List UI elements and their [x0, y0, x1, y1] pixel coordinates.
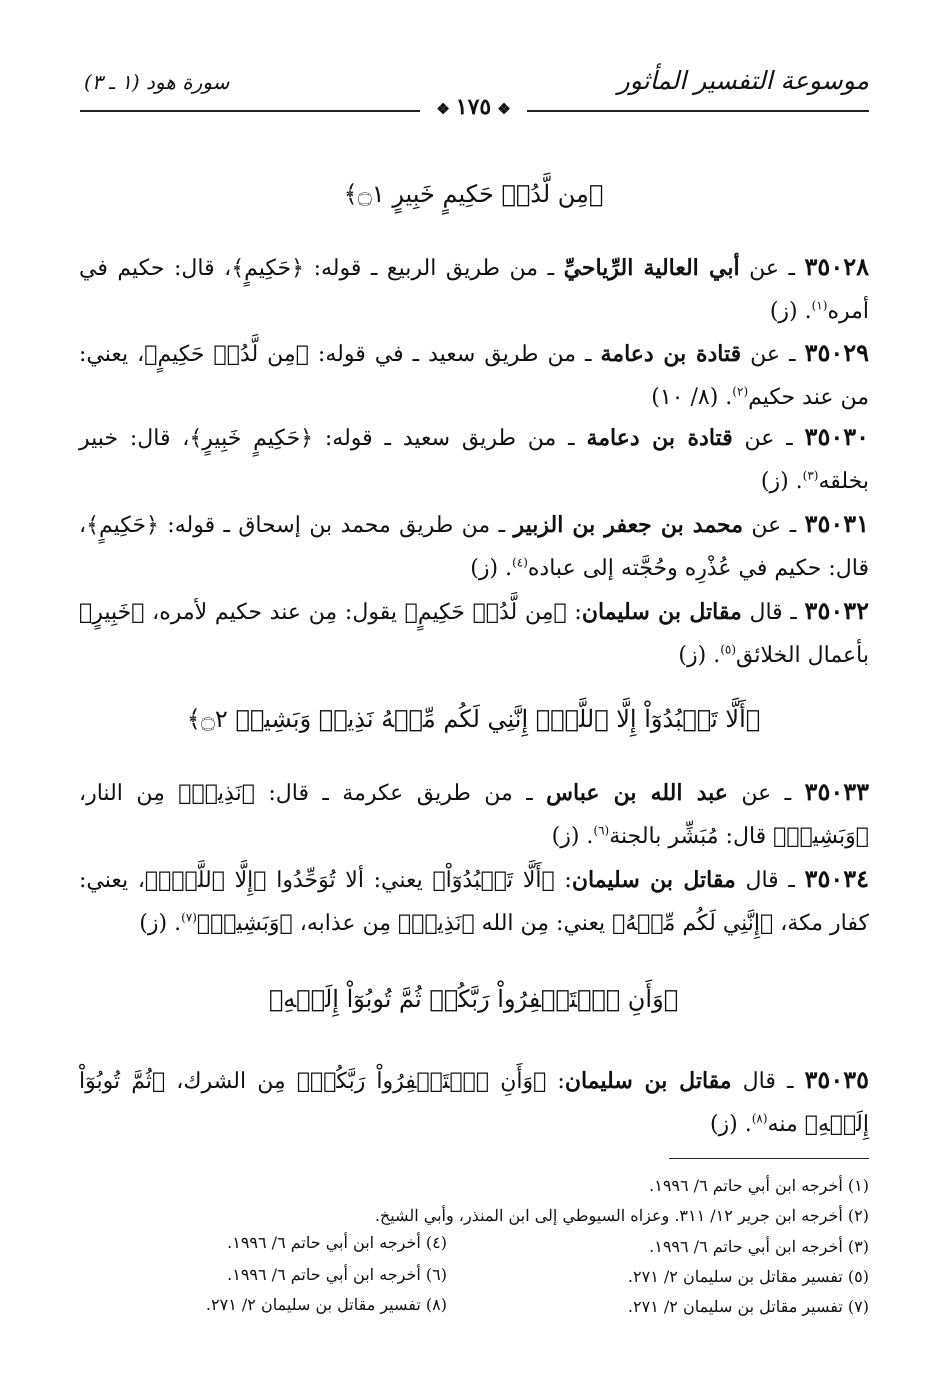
footnote-ref: (٥) [720, 642, 737, 657]
narration-text: : ﴿وَأَنِ ٱسۡتَغۡفِرُواْ رَبَّكُمۡ﴾ مِن الشرك، ﴿ثُمَّ تُوبُوٓاْ إِلَيۡهِ﴾ منه [79, 1069, 869, 1137]
footnote-ref: (٨) [751, 1111, 768, 1126]
narrator-name: محمد بن جعفر بن الزبير [513, 512, 744, 538]
verse-heading-3: ﴿وَأَنِ ٱسۡتَغۡفِرُواْ رَبَّكُمۡ ثُمَّ تُوبُوٓاْ إِلَيۡهِ﴾ [268, 985, 679, 1013]
footnote-ref: (٢) [732, 384, 749, 399]
footnote-7: (٧) تفسير مقاتل بن سليمان ٢/ ٢٧١. [627, 1297, 869, 1316]
narration-text: ـ من طريق سعيد ـ في قوله: ﴿مِن لَّدُنۡ حَكِيمٍ﴾، يعني: من عند حكيم [79, 342, 869, 410]
narration-ending: . (ز) [551, 824, 594, 849]
narration-35034 [79, 857, 869, 945]
narration-ending: . (ز) [709, 1112, 752, 1137]
narrator-name: مقاتل بن سليمان [564, 1068, 732, 1094]
narration-35031 [79, 502, 869, 590]
narration-number: ٣٥٠٢٩ [804, 338, 869, 367]
footnote-ref: (٤) [512, 555, 528, 570]
narration-text: ـ من طريق محمد بن إسحاق ـ قوله: ﴿حَكِيمٍ﴾، قال: حكيم في عُذْرِه وحُجَّته إلى عباده [79, 513, 869, 581]
narration-text: ـ قال [735, 868, 805, 893]
narration-text: ـ عن [732, 426, 805, 451]
narration-text: ـ من طريق سعيد ـ قوله: ﴿حَكِيمٍ خَبِيرٍ﴾، قال: خبير بخلقه [79, 426, 869, 494]
footnote-ref: (١) [811, 298, 828, 313]
narrator-name: قتادة بن دعامة [600, 341, 742, 367]
narration-ending: . (ز) [769, 299, 812, 324]
narration-35028 [79, 245, 869, 333]
footnote-8: (٨) تفسير مقاتل بن سليمان ٢/ ٢٧١. [205, 1295, 447, 1314]
narration-text: : ﴿أَلَّا تَعۡبُدُوٓاْ﴾ يعني: ألا تُوَحِّدُوا ﴿إِلَّا ٱللَّهَۚ﴾، يعني: كفار مكة، ﴿إِنَّنِي لَكُم مِّنۡهُ﴾ يعني: مِن الله ﴿نَذِيرٞ﴾ مِن عذابه، ﴿وَبَشِيرٞ﴾ [79, 868, 869, 936]
narration-35032 [79, 589, 869, 677]
narration-number: ٣٥٠٣٤ [804, 864, 869, 893]
narration-ending: . (ز) [760, 469, 803, 494]
page-number-box [0, 94, 947, 120]
narration-text: : ﴿مِن لَّدُنۡ حَكِيمٍ﴾ يقول: مِن عند حكيم لأمره، ﴿خَبِيرٍ﴾ بأعمال الخلائق [79, 600, 869, 668]
narration-number: ٣٥٠٣٠ [804, 422, 869, 451]
narration-35029 [79, 331, 869, 419]
narrator-name: عبد الله بن عباس [546, 780, 728, 806]
narrator-name: أبي العالية الرِّياحيِّ [563, 255, 740, 281]
narrator-name: مقاتل بن سليمان [581, 599, 742, 625]
surah-range: سورة هود (١ ـ ٣) [84, 70, 230, 94]
footnote-1: (١) أخرجه ابن أبي حاتم ٦/ ١٩٩٦. [649, 1176, 869, 1195]
footnote-ref: (٦) [593, 823, 610, 838]
narration-ending: . (ز) [678, 643, 721, 668]
narration-35033 [79, 770, 869, 858]
footnote-ref: (٣) [802, 468, 819, 483]
narration-ending: . (٨/ ١٠) [651, 385, 733, 410]
verse-heading-2: ﴿أَلَّا تَعۡبُدُوٓاْ إِلَّا ٱللَّهَۚ إِنَّنِي لَكُم مِّنۡهُ نَذِيرٞ وَبَشِيرٞ ۝٢﴾ [186, 705, 761, 733]
narration-ending: . (ز) [139, 911, 182, 936]
ornament-icon: ❖ [497, 100, 511, 118]
footnote-4: (٤) أخرجه ابن أبي حاتم ٦/ ١٩٩٦. [227, 1233, 447, 1252]
footnote-separator [669, 1158, 869, 1159]
narration-ending: . (ز) [470, 556, 513, 581]
narration-text: ـ من طريق عكرمة ـ قال: ﴿نَذِيرٞ﴾ مِن النار، ﴿وَبَشِيرٞ﴾ قال: مُبَشِّر بالجنة [79, 781, 869, 849]
footnote-3: (٣) أخرجه ابن أبي حاتم ٦/ ١٩٩٦. [649, 1237, 869, 1256]
ornament-icon: ❖ [436, 100, 450, 118]
narration-35030 [79, 415, 869, 503]
narration-35035 [79, 1058, 869, 1146]
narration-text: ـ قال [731, 1069, 805, 1094]
narrator-name: مقاتل بن سليمان [571, 867, 736, 893]
narration-text: ـ قال [741, 600, 805, 625]
footnote-6: (٦) أخرجه ابن أبي حاتم ٦/ ١٩٩٦. [227, 1265, 447, 1284]
page-number-wrap [420, 94, 526, 120]
narration-number: ٣٥٠٢٨ [804, 252, 869, 281]
narration-text: ـ عن [739, 256, 805, 281]
footnote-2: (٢) أخرجه ابن جرير ١٢/ ٣١١. وعزاه السيوطي إلى ابن المنذر، وأبي الشيخ. [374, 1206, 869, 1225]
narration-text: ـ عن [743, 513, 805, 538]
narration-number: ٣٥٠٣٢ [804, 596, 869, 625]
narrator-name: قتادة بن دعامة [586, 425, 733, 451]
page-number: ١٧٥ [455, 94, 492, 120]
footnote-5: (٥) تفسير مقاتل بن سليمان ٢/ ٢٧١. [627, 1267, 869, 1286]
footnote-ref: (٧) [181, 910, 197, 925]
narration-number: ٣٥٠٣٥ [804, 1065, 869, 1094]
narration-number: ٣٥٠٣١ [804, 509, 869, 538]
narration-text: ـ عن [727, 781, 805, 806]
verse-heading-1: ﴿مِن لَّدُنۡ حَكِيمٍ خَبِيرٍ ۝١﴾ [343, 180, 604, 208]
narration-text: ـ من طريق الربيع ـ قوله: ﴿حَكِيمٍ﴾، قال: حكيم في أمره [79, 256, 869, 324]
book-title: موسوعة التفسير المأثور [617, 66, 869, 95]
narration-number: ٣٥٠٣٣ [804, 777, 869, 806]
narration-text: ـ عن [741, 342, 805, 367]
